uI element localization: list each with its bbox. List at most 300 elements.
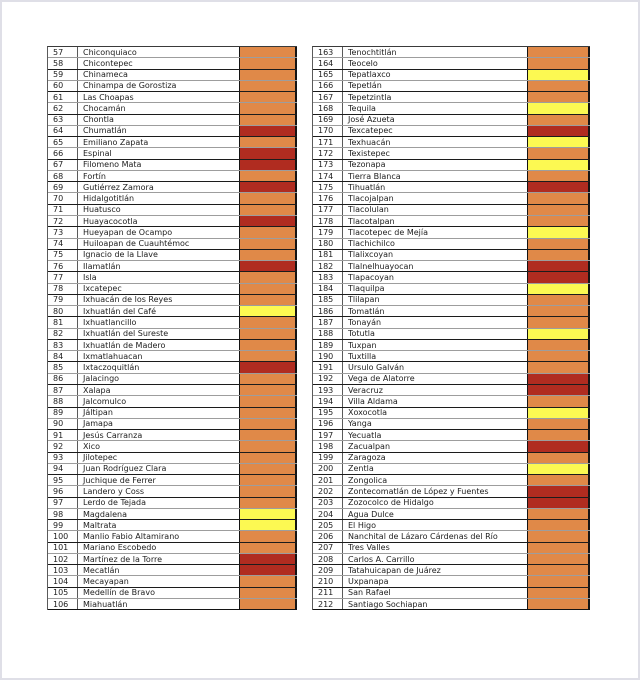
row-number: 75 bbox=[48, 250, 78, 260]
table-row bbox=[313, 295, 590, 306]
risk-level-swatch-yellow bbox=[527, 227, 590, 237]
municipality-name: Lerdo de Tejada bbox=[83, 498, 146, 508]
risk-level-swatch-orange bbox=[527, 92, 590, 102]
municipality-name: Ixhuatlán del Sureste bbox=[83, 329, 169, 339]
table-row bbox=[48, 430, 297, 441]
row-number: 194 bbox=[313, 396, 343, 406]
row-number: 104 bbox=[48, 576, 78, 586]
table-row bbox=[313, 205, 590, 216]
municipality-name: Ixhuatlán del Café bbox=[83, 306, 157, 316]
risk-level-swatch-orange bbox=[239, 70, 297, 80]
row-number: 71 bbox=[48, 205, 78, 215]
municipality-name: Huatusco bbox=[83, 205, 121, 215]
table-row bbox=[313, 160, 590, 171]
table-row bbox=[48, 362, 297, 373]
row-number: 186 bbox=[313, 306, 343, 316]
municipality-name: Isla bbox=[83, 272, 97, 282]
municipality-name: Zontecomatlán de López y Fuentes bbox=[348, 486, 489, 496]
municipality-name: Gutiérrez Zamora bbox=[83, 182, 154, 192]
municipality-name: Landero y Coss bbox=[83, 486, 145, 496]
municipality-name: Jilotepec bbox=[83, 453, 118, 463]
risk-level-swatch-orange bbox=[239, 103, 297, 113]
row-number: 166 bbox=[313, 81, 343, 91]
table-row bbox=[313, 148, 590, 159]
row-number: 89 bbox=[48, 408, 78, 418]
municipality-name: Tuxtilla bbox=[348, 351, 377, 361]
row-number: 99 bbox=[48, 520, 78, 530]
row-number: 102 bbox=[48, 554, 78, 564]
municipality-name: Ixhuacán de los Reyes bbox=[83, 295, 173, 305]
risk-level-swatch-red bbox=[527, 182, 590, 192]
row-number: 60 bbox=[48, 81, 78, 91]
risk-level-swatch-orange bbox=[527, 419, 590, 429]
row-number: 78 bbox=[48, 284, 78, 294]
table-row bbox=[48, 329, 297, 340]
table-row bbox=[313, 126, 590, 137]
risk-level-swatch-orange bbox=[239, 284, 297, 294]
row-number: 96 bbox=[48, 486, 78, 496]
row-number: 203 bbox=[313, 498, 343, 508]
table-row bbox=[313, 588, 590, 599]
municipality-name: Jáltipan bbox=[83, 408, 113, 418]
municipality-name: Villa Aldama bbox=[348, 396, 398, 406]
risk-level-swatch-orange bbox=[239, 419, 297, 429]
municipality-name: Tlilapan bbox=[348, 295, 380, 305]
risk-level-swatch-orange bbox=[239, 272, 297, 282]
table-row bbox=[48, 565, 297, 576]
row-number: 208 bbox=[313, 554, 343, 564]
risk-level-swatch-red bbox=[527, 261, 590, 271]
row-number: 68 bbox=[48, 171, 78, 181]
risk-level-swatch-orange bbox=[527, 599, 590, 609]
row-number: 190 bbox=[313, 351, 343, 361]
table-row bbox=[313, 171, 590, 182]
row-number: 100 bbox=[48, 531, 78, 541]
municipality-name: Ixmatlahuacan bbox=[83, 351, 143, 361]
row-number: 174 bbox=[313, 171, 343, 181]
row-number: 195 bbox=[313, 408, 343, 418]
table-row bbox=[313, 193, 590, 204]
table-row bbox=[48, 543, 297, 554]
row-number: 98 bbox=[48, 509, 78, 519]
row-number: 57 bbox=[48, 47, 78, 57]
row-number: 172 bbox=[313, 148, 343, 158]
municipality-name: Juchique de Ferrer bbox=[83, 475, 156, 485]
row-number: 63 bbox=[48, 115, 78, 125]
table-row bbox=[313, 430, 590, 441]
risk-level-swatch-orange bbox=[527, 531, 590, 541]
row-number: 77 bbox=[48, 272, 78, 282]
row-number: 173 bbox=[313, 160, 343, 170]
municipality-name: Texistepec bbox=[348, 149, 390, 159]
risk-level-swatch-red bbox=[527, 498, 590, 508]
municipality-name: Veracruz bbox=[348, 385, 383, 395]
risk-level-swatch-orange bbox=[239, 137, 297, 147]
table-row bbox=[48, 171, 297, 182]
row-number: 86 bbox=[48, 374, 78, 384]
risk-level-swatch-orange bbox=[527, 362, 590, 372]
table-row bbox=[313, 520, 590, 531]
table-row bbox=[313, 453, 590, 464]
risk-level-swatch-red bbox=[527, 441, 590, 451]
risk-level-swatch-orange bbox=[527, 148, 590, 158]
row-number: 202 bbox=[313, 486, 343, 496]
municipality-name: Manlio Fabio Altamirano bbox=[83, 532, 180, 542]
row-number: 191 bbox=[313, 362, 343, 372]
risk-level-swatch-red bbox=[239, 362, 297, 372]
risk-level-swatch-orange bbox=[239, 250, 297, 260]
table-row bbox=[313, 92, 590, 103]
risk-level-swatch-yellow bbox=[527, 284, 590, 294]
table-row bbox=[48, 453, 297, 464]
municipality-name: Jesús Carranza bbox=[83, 430, 143, 440]
table-row bbox=[313, 543, 590, 554]
table-row bbox=[48, 205, 297, 216]
row-number: 175 bbox=[313, 182, 343, 192]
municipality-name: Chontla bbox=[83, 115, 114, 125]
municipality-name: Zozocolco de Hidalgo bbox=[348, 498, 434, 508]
table-row bbox=[48, 137, 297, 148]
risk-level-swatch-orange bbox=[527, 475, 590, 485]
risk-level-swatch-yellow bbox=[527, 103, 590, 113]
municipality-name: Ignacio de la Llave bbox=[83, 250, 158, 260]
risk-level-swatch-orange bbox=[527, 588, 590, 598]
risk-level-swatch-orange bbox=[527, 453, 590, 463]
table-row bbox=[48, 182, 297, 193]
row-number: 211 bbox=[313, 588, 343, 598]
row-number: 204 bbox=[313, 509, 343, 519]
table-row bbox=[313, 340, 590, 351]
municipality-name: Magdalena bbox=[83, 509, 127, 519]
table-row bbox=[48, 576, 297, 587]
municipality-name: Zongolica bbox=[348, 475, 388, 485]
row-number: 106 bbox=[48, 599, 78, 609]
risk-level-swatch-orange bbox=[239, 81, 297, 91]
row-number: 103 bbox=[48, 565, 78, 575]
risk-level-swatch-red bbox=[527, 486, 590, 496]
risk-level-swatch-orange bbox=[527, 565, 590, 575]
table-row bbox=[48, 58, 297, 69]
risk-level-swatch-red bbox=[239, 565, 297, 575]
row-number: 59 bbox=[48, 70, 78, 80]
table-row bbox=[313, 419, 590, 430]
risk-level-swatch-orange bbox=[527, 306, 590, 316]
risk-level-swatch-orange bbox=[239, 92, 297, 102]
municipality-name: Tierra Blanca bbox=[348, 171, 401, 181]
table-row bbox=[48, 70, 297, 81]
row-number: 171 bbox=[313, 137, 343, 147]
row-number: 182 bbox=[313, 261, 343, 271]
municipality-name: Tlacolulan bbox=[348, 205, 389, 215]
row-number: 168 bbox=[313, 103, 343, 113]
table-row bbox=[48, 47, 297, 58]
municipality-name: Huayacocotla bbox=[83, 216, 138, 226]
row-number: 87 bbox=[48, 385, 78, 395]
risk-level-swatch-orange bbox=[239, 329, 297, 339]
table-row bbox=[313, 509, 590, 520]
risk-level-swatch-orange bbox=[527, 554, 590, 564]
risk-level-swatch-red bbox=[527, 126, 590, 136]
risk-level-swatch-orange bbox=[239, 193, 297, 203]
municipality-name: Zaragoza bbox=[348, 453, 386, 463]
municipality-name: Tlapacoyan bbox=[348, 272, 394, 282]
municipality-name: Yanga bbox=[348, 419, 372, 429]
municipality-name: Mecatlán bbox=[83, 565, 120, 575]
table-row bbox=[48, 531, 297, 542]
row-number: 84 bbox=[48, 351, 78, 361]
municipality-name: Tatahuicapan de Juárez bbox=[348, 565, 441, 575]
row-number: 93 bbox=[48, 453, 78, 463]
row-number: 65 bbox=[48, 137, 78, 147]
table-row bbox=[48, 115, 297, 126]
table-row bbox=[48, 92, 297, 103]
municipality-name: Totutla bbox=[348, 329, 375, 339]
risk-level-swatch-orange bbox=[239, 599, 297, 609]
municipality-name: Yecuatla bbox=[348, 430, 382, 440]
municipality-name: Hueyapan de Ocampo bbox=[83, 227, 173, 237]
row-number: 61 bbox=[48, 92, 78, 102]
municipality-name: Tequila bbox=[348, 103, 376, 113]
row-number: 81 bbox=[48, 317, 78, 327]
risk-level-swatch-orange bbox=[239, 385, 297, 395]
table-row bbox=[313, 272, 590, 283]
municipality-name: Tlachichilco bbox=[348, 239, 395, 249]
table-row bbox=[48, 126, 297, 137]
municipality-name: Ilamatlán bbox=[83, 261, 121, 271]
risk-level-swatch-orange bbox=[527, 58, 590, 68]
risk-level-swatch-orange bbox=[239, 317, 297, 327]
municipality-name: José Azueta bbox=[348, 115, 395, 125]
table-row bbox=[313, 216, 590, 227]
row-number: 170 bbox=[313, 126, 343, 136]
risk-level-swatch-yellow bbox=[527, 70, 590, 80]
risk-level-swatch-orange bbox=[527, 396, 590, 406]
risk-level-swatch-orange bbox=[239, 576, 297, 586]
risk-level-swatch-orange bbox=[239, 486, 297, 496]
risk-level-swatch-orange bbox=[239, 498, 297, 508]
table-row bbox=[313, 531, 590, 542]
risk-level-swatch-orange bbox=[239, 441, 297, 451]
row-number: 88 bbox=[48, 396, 78, 406]
row-number: 94 bbox=[48, 464, 78, 474]
table-row bbox=[48, 588, 297, 599]
municipality-name: Uxpanapa bbox=[348, 577, 389, 587]
table-row bbox=[313, 554, 590, 565]
risk-level-swatch-orange bbox=[239, 374, 297, 384]
risk-level-swatch-orange bbox=[527, 576, 590, 586]
municipality-name: Zentla bbox=[348, 464, 374, 474]
table-row bbox=[48, 419, 297, 430]
municipality-name: Juan Rodríguez Clara bbox=[83, 464, 167, 474]
risk-level-swatch-yellow bbox=[239, 520, 297, 530]
row-number: 73 bbox=[48, 227, 78, 237]
row-number: 64 bbox=[48, 126, 78, 136]
risk-level-swatch-red bbox=[239, 182, 297, 192]
municipality-name: Chocamán bbox=[83, 103, 126, 113]
table-row bbox=[313, 351, 590, 362]
table-row bbox=[313, 565, 590, 576]
municipality-name: Texhuacán bbox=[348, 137, 391, 147]
table-row bbox=[48, 81, 297, 92]
municipality-name: Vega de Alatorre bbox=[348, 374, 415, 384]
municipality-name: Tihuatlán bbox=[348, 182, 386, 192]
municipality-name: Texcatepec bbox=[348, 126, 393, 136]
municipality-name: Chicontepec bbox=[83, 58, 133, 68]
row-number: 205 bbox=[313, 520, 343, 530]
table-row bbox=[313, 103, 590, 114]
row-number: 185 bbox=[313, 295, 343, 305]
table-row bbox=[48, 148, 297, 159]
risk-level-swatch-orange bbox=[239, 531, 297, 541]
row-number: 183 bbox=[313, 272, 343, 282]
municipality-name: Jalacingo bbox=[83, 374, 120, 384]
table-row bbox=[48, 193, 297, 204]
risk-level-swatch-orange bbox=[239, 205, 297, 215]
risk-level-swatch-yellow bbox=[527, 329, 590, 339]
municipality-name: Zacualpan bbox=[348, 441, 391, 451]
municipality-name: Mecayapan bbox=[83, 577, 129, 587]
table-row bbox=[48, 250, 297, 261]
risk-level-swatch-orange bbox=[527, 193, 590, 203]
risk-level-swatch-orange bbox=[239, 588, 297, 598]
municipality-name: Mariano Escobedo bbox=[83, 543, 157, 553]
municipality-name: Tepetzintla bbox=[348, 92, 392, 102]
table-row bbox=[313, 239, 590, 250]
risk-level-swatch-orange bbox=[239, 115, 297, 125]
row-number: 90 bbox=[48, 419, 78, 429]
row-number: 163 bbox=[313, 47, 343, 57]
risk-level-swatch-orange bbox=[239, 430, 297, 440]
risk-level-swatch-orange bbox=[239, 396, 297, 406]
risk-level-swatch-red bbox=[527, 272, 590, 282]
risk-level-swatch-orange bbox=[239, 227, 297, 237]
municipality-name: Tlacojalpan bbox=[348, 194, 394, 204]
risk-level-swatch-orange bbox=[239, 408, 297, 418]
row-number: 167 bbox=[313, 92, 343, 102]
row-number: 83 bbox=[48, 340, 78, 350]
municipality-name: Las Choapas bbox=[83, 92, 134, 102]
municipality-name: Tres Valles bbox=[348, 543, 390, 553]
row-number: 212 bbox=[313, 599, 343, 609]
table-row bbox=[48, 160, 297, 171]
risk-level-swatch-orange bbox=[527, 47, 590, 57]
table-row bbox=[48, 272, 297, 283]
row-number: 58 bbox=[48, 58, 78, 68]
municipality-name: Fortín bbox=[83, 171, 106, 181]
table-row bbox=[48, 599, 297, 610]
table-row bbox=[313, 486, 590, 497]
table-row bbox=[48, 103, 297, 114]
municipality-name: Miahuatlán bbox=[83, 599, 128, 609]
table-row bbox=[313, 396, 590, 407]
municipality-name: Agua Dulce bbox=[348, 509, 394, 519]
risk-level-swatch-orange bbox=[239, 543, 297, 553]
risk-level-swatch-orange bbox=[527, 250, 590, 260]
row-number: 97 bbox=[48, 498, 78, 508]
table-row bbox=[313, 408, 590, 419]
row-number: 181 bbox=[313, 250, 343, 260]
municipality-name: Huiloapan de Cuauhtémoc bbox=[83, 239, 190, 249]
table-row bbox=[48, 261, 297, 272]
municipality-name: Ixcatepec bbox=[83, 284, 122, 294]
risk-level-swatch-orange bbox=[527, 543, 590, 553]
risk-level-swatch-red bbox=[527, 374, 590, 384]
risk-level-swatch-orange bbox=[527, 239, 590, 249]
row-number: 199 bbox=[313, 453, 343, 463]
risk-level-swatch-orange bbox=[527, 205, 590, 215]
municipality-name: Chumatlán bbox=[83, 126, 127, 136]
table-row bbox=[48, 498, 297, 509]
risk-level-swatch-orange bbox=[527, 520, 590, 530]
table-row bbox=[48, 374, 297, 385]
row-number: 210 bbox=[313, 576, 343, 586]
risk-level-swatch-red bbox=[239, 148, 297, 158]
municipality-name: Tuxpan bbox=[348, 340, 377, 350]
risk-level-swatch-orange bbox=[239, 239, 297, 249]
row-number: 76 bbox=[48, 261, 78, 271]
row-number: 82 bbox=[48, 329, 78, 339]
table-row bbox=[313, 137, 590, 148]
row-number: 66 bbox=[48, 148, 78, 158]
table-row bbox=[48, 441, 297, 452]
municipality-name: Medellín de Bravo bbox=[83, 588, 155, 598]
row-number: 105 bbox=[48, 588, 78, 598]
table-row bbox=[313, 374, 590, 385]
row-number: 200 bbox=[313, 464, 343, 474]
table-row bbox=[313, 576, 590, 587]
table-row bbox=[313, 498, 590, 509]
municipality-name: Tepatlaxco bbox=[348, 70, 391, 80]
municipality-name: Tlalnelhuayocan bbox=[348, 261, 414, 271]
table-row bbox=[48, 509, 297, 520]
risk-level-swatch-red bbox=[239, 160, 297, 170]
table-row bbox=[48, 396, 297, 407]
table-row bbox=[48, 340, 297, 351]
table-row bbox=[313, 250, 590, 261]
table-row bbox=[313, 47, 590, 58]
municipality-name: Tlacotalpan bbox=[348, 216, 395, 226]
row-number: 178 bbox=[313, 216, 343, 226]
row-number: 85 bbox=[48, 362, 78, 372]
risk-level-swatch-orange bbox=[239, 475, 297, 485]
risk-level-swatch-yellow bbox=[239, 509, 297, 519]
row-number: 69 bbox=[48, 182, 78, 192]
row-number: 188 bbox=[313, 329, 343, 339]
row-number: 179 bbox=[313, 227, 343, 237]
table-row bbox=[313, 317, 590, 328]
risk-level-swatch-orange bbox=[527, 317, 590, 327]
row-number: 180 bbox=[313, 239, 343, 249]
risk-level-swatch-red bbox=[239, 216, 297, 226]
table-row bbox=[48, 351, 297, 362]
risk-level-swatch-red bbox=[239, 554, 297, 564]
row-number: 196 bbox=[313, 419, 343, 429]
row-number: 201 bbox=[313, 475, 343, 485]
municipality-name: Jalcomulco bbox=[83, 396, 127, 406]
risk-level-swatch-red bbox=[239, 126, 297, 136]
municipality-name: Ixhuatlancillo bbox=[83, 318, 137, 327]
row-number: 165 bbox=[313, 70, 343, 80]
table-row bbox=[313, 475, 590, 486]
row-number: 72 bbox=[48, 216, 78, 226]
row-number: 209 bbox=[313, 565, 343, 575]
municipality-name: Ursulo Galván bbox=[348, 363, 405, 373]
row-number: 95 bbox=[48, 475, 78, 485]
risk-level-swatch-orange bbox=[527, 171, 590, 181]
table-row bbox=[313, 261, 590, 272]
risk-level-swatch-orange bbox=[239, 340, 297, 350]
row-number: 169 bbox=[313, 115, 343, 125]
